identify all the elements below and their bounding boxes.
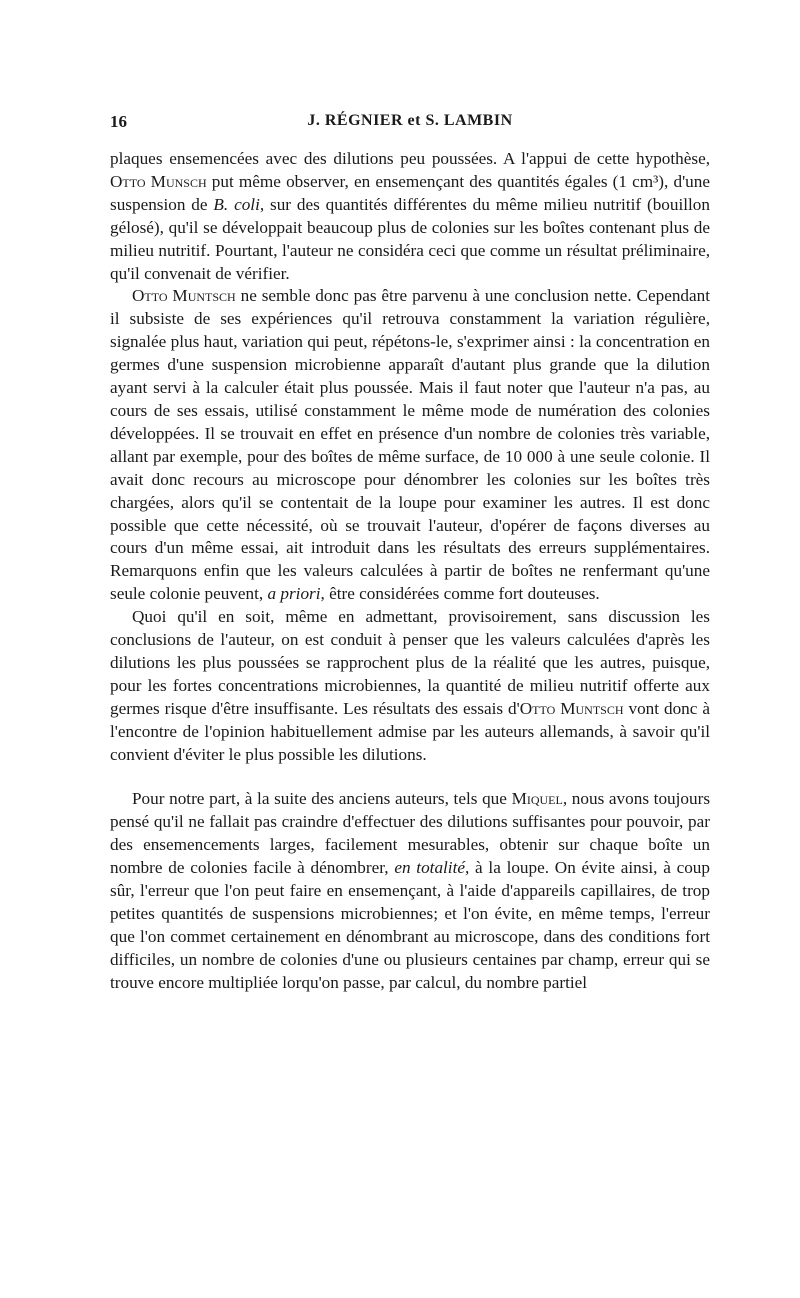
- text-run: Quoi qu'il en soit, même en admettant, provisoirement, sans discussion les conclusions de l'auteur, on est conduit à penser que les valeurs calculées d'après les dilutions les plus poussées se rapprochent plus de la réalité que les autres, puisque, pour les fortes concentrations microbiennes, la quantité de milieu nutritif offerte aux germes risque d'être insuffisante. Les résultats des essais d': [110, 607, 710, 718]
- text-run: , sur des quantités différentes du même milieu nutritif (bouillon gélosé), qu'il se développait beaucoup plus de colonies sur les boîtes contenant plus de milieu nutritif. Pourtant, l'auteur ne considéra ceci que comme un résultat préliminaire, qu'il convenait de vérifier.: [110, 194, 710, 283]
- text-run: vont donc à l'encontre de l'opinion habituellement admise par les auteurs allemands, à savoir qu'il convient d'éviter le plus possible les dilutions.: [110, 698, 710, 764]
- paragraph-3: [110, 606, 710, 766]
- author-name: Otto Muntsch: [132, 286, 236, 306]
- text-run: ne semble donc pas être parvenu à une conclusion nette. Cependant il subsiste de ses expériences qu'il retrouva constamment la variation régulière, signalée plus haut, variation qui peut, répétons-le, s'exprimer ainsi : la concentration en germes d'une suspension microbienne apparaît d'autant plus grande que la dilution ayant servi à la calculer était plus poussée. Mais il faut noter que l'auteur n'a pas, au cours de ses essais, utilisé constamment le même mode de numération des colonies développées. Il se trouvait en effet en présence d'un nombre de colonies très variable, allant par exemple, pour des boîtes de même surface, de 10 000 à une seule colonie. Il avait donc recours au microscope pour dénombrer les colonies sur les boîtes très chargées, alors qu'il se contentait de la loupe pour examiner les autres. Il est donc possible que cette nécessité, où se trouvait l'auteur, d'opérer de façons diverses au cours d'un même essai, ait introduit dans les résultats des erreurs supplémentaires. Remarquons enfin que les valeurs calculées à partir de boîtes ne renfermant qu'une seule colonie peuvent,: [110, 286, 711, 604]
- italic-text: B. coli: [213, 194, 260, 214]
- page-header: [110, 112, 710, 136]
- paragraph-1: [110, 148, 710, 285]
- text-run: plaques ensemencées avec des dilutions peu poussées. A l'appui de cette hypothèse,: [110, 149, 710, 168]
- body-text: [110, 148, 710, 995]
- page-number: 16: [110, 112, 127, 131]
- italic-text: en totalité: [394, 858, 465, 878]
- paragraph-4: [110, 788, 710, 994]
- text-run: Pour notre part, à la suite des anciens auteurs, tels que: [132, 789, 512, 809]
- text-run: put même observer, en ensemençant des quantités égales (1 cm³), d'une suspension de: [110, 171, 710, 214]
- running-title: J. RÉGNIER et S. LAMBIN: [307, 112, 513, 129]
- italic-text: a priori: [267, 584, 321, 604]
- paragraph-2: [110, 285, 710, 606]
- author-name: Miquel: [511, 789, 563, 809]
- text-run: , être considérées comme fort douteuses.: [320, 584, 600, 604]
- text-run: , à la loupe. On évite ainsi, à coup sûr, l'erreur que l'on peut faire en ensemençant, à l'aide d'appareils capillaires, de trop petites quantités de suspensions microbiennes; et l'on évite, en même temps, l'erreur que l'on commet certainement en dénombrant au microscope, dans des conditions fort difficiles, un nombre de colonies d'une ou plusieurs centaines par champ, erreur qui se trouve encore multipliée lorqu'on passe, par calcul, du nombre partiel: [110, 858, 710, 992]
- author-name: Otto Munsch: [110, 171, 207, 191]
- author-name: Otto Muntsch: [519, 698, 624, 718]
- text-run: , nous avons toujours pensé qu'il ne fallait pas craindre d'effectuer des dilutions suffisantes pour pouvoir, par des ensemencements larges, facilement mesurables, obtenir sur chaque boîte un nombre de colonies facile à dénombrer,: [110, 789, 711, 878]
